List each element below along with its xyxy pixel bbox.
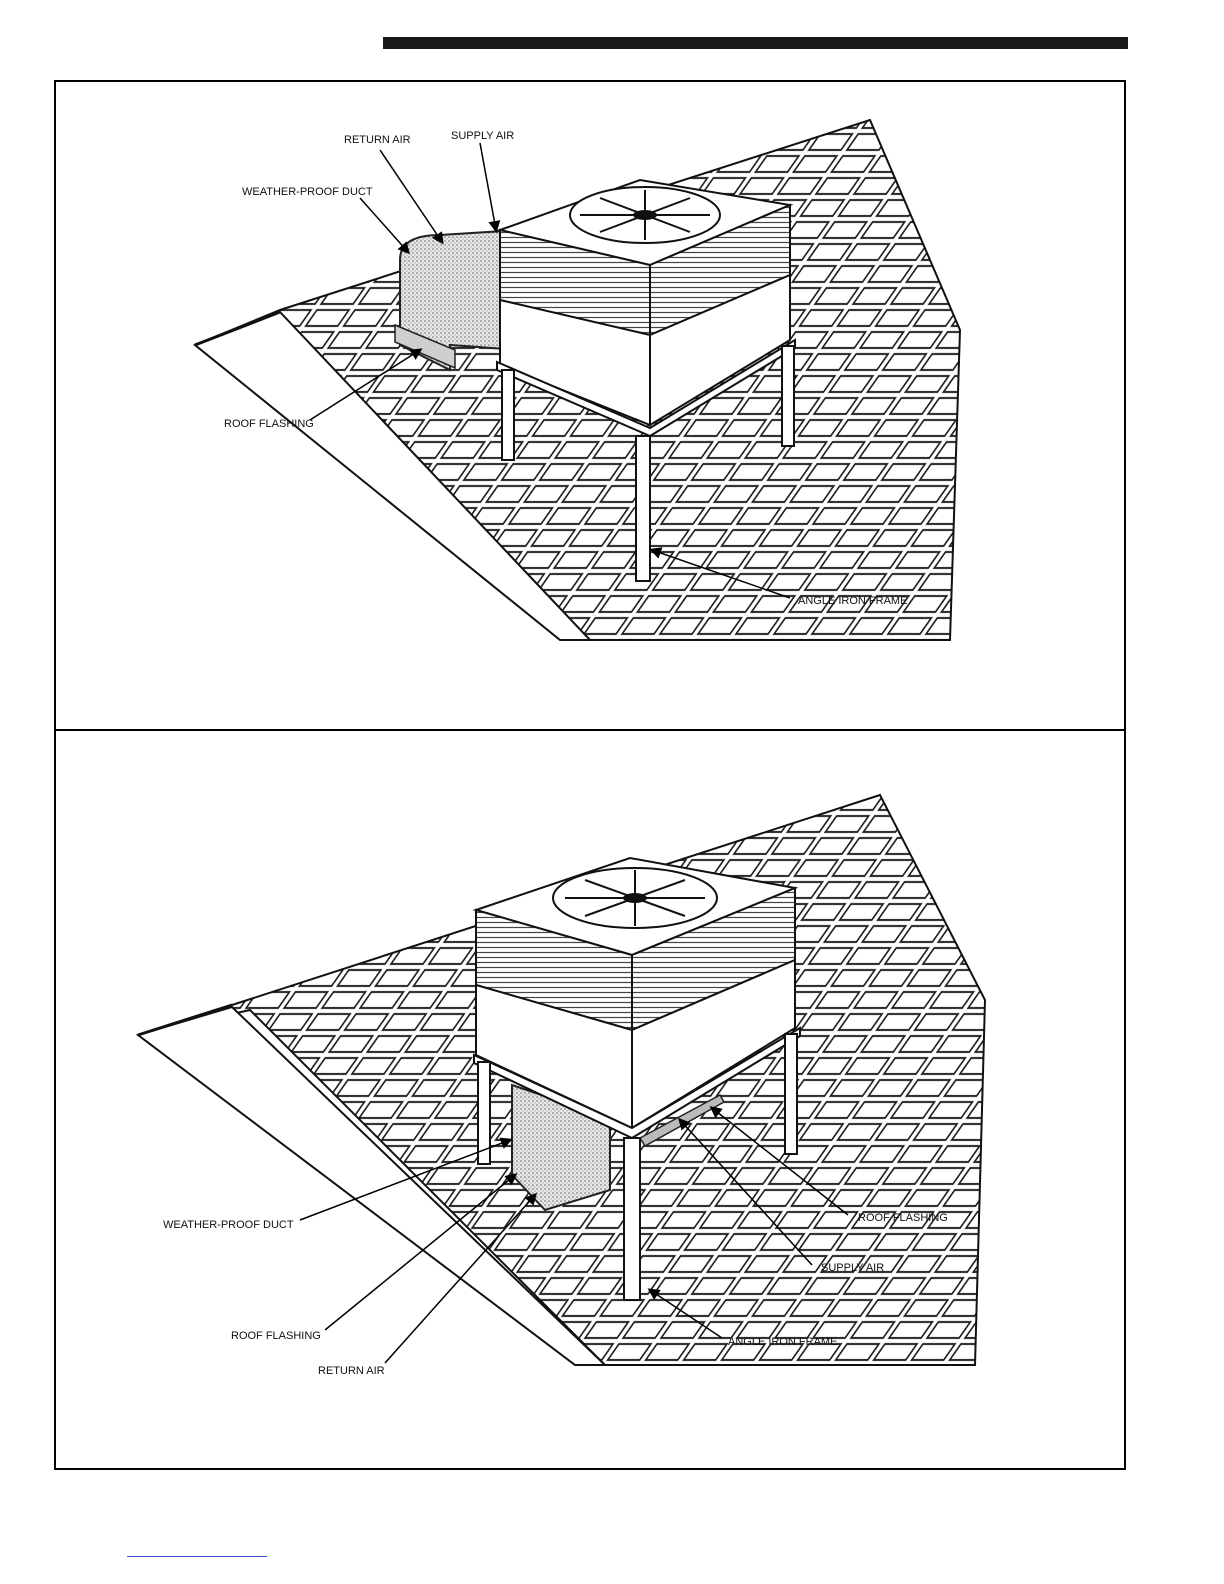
label-roof-flashing-right: ROOF FLASHING (858, 1212, 948, 1224)
figure2-diagram (0, 730, 1224, 1470)
label-weather-proof-duct: WEATHER-PROOF DUCT (163, 1219, 294, 1231)
label-angle-iron-frame: ANGLE IRON FRAME (798, 595, 908, 607)
label-roof-flashing: ROOF FLASHING (224, 418, 314, 430)
label-return-air: RETURN AIR (344, 134, 411, 146)
label-supply-air: SUPPLY AIR (451, 130, 515, 142)
label-return-air: RETURN AIR (318, 1365, 385, 1377)
figure1-diagram (0, 0, 1224, 730)
footer-link-underline[interactable] (127, 1556, 267, 1557)
label-angle-iron-frame: ANGLE IRON FRAME (728, 1336, 838, 1348)
label-weather-proof-duct: WEATHER-PROOF DUCT (242, 186, 373, 198)
label-supply-air: SUPPLY AIR (821, 1262, 885, 1274)
label-roof-flashing-left: ROOF FLASHING (231, 1330, 321, 1342)
